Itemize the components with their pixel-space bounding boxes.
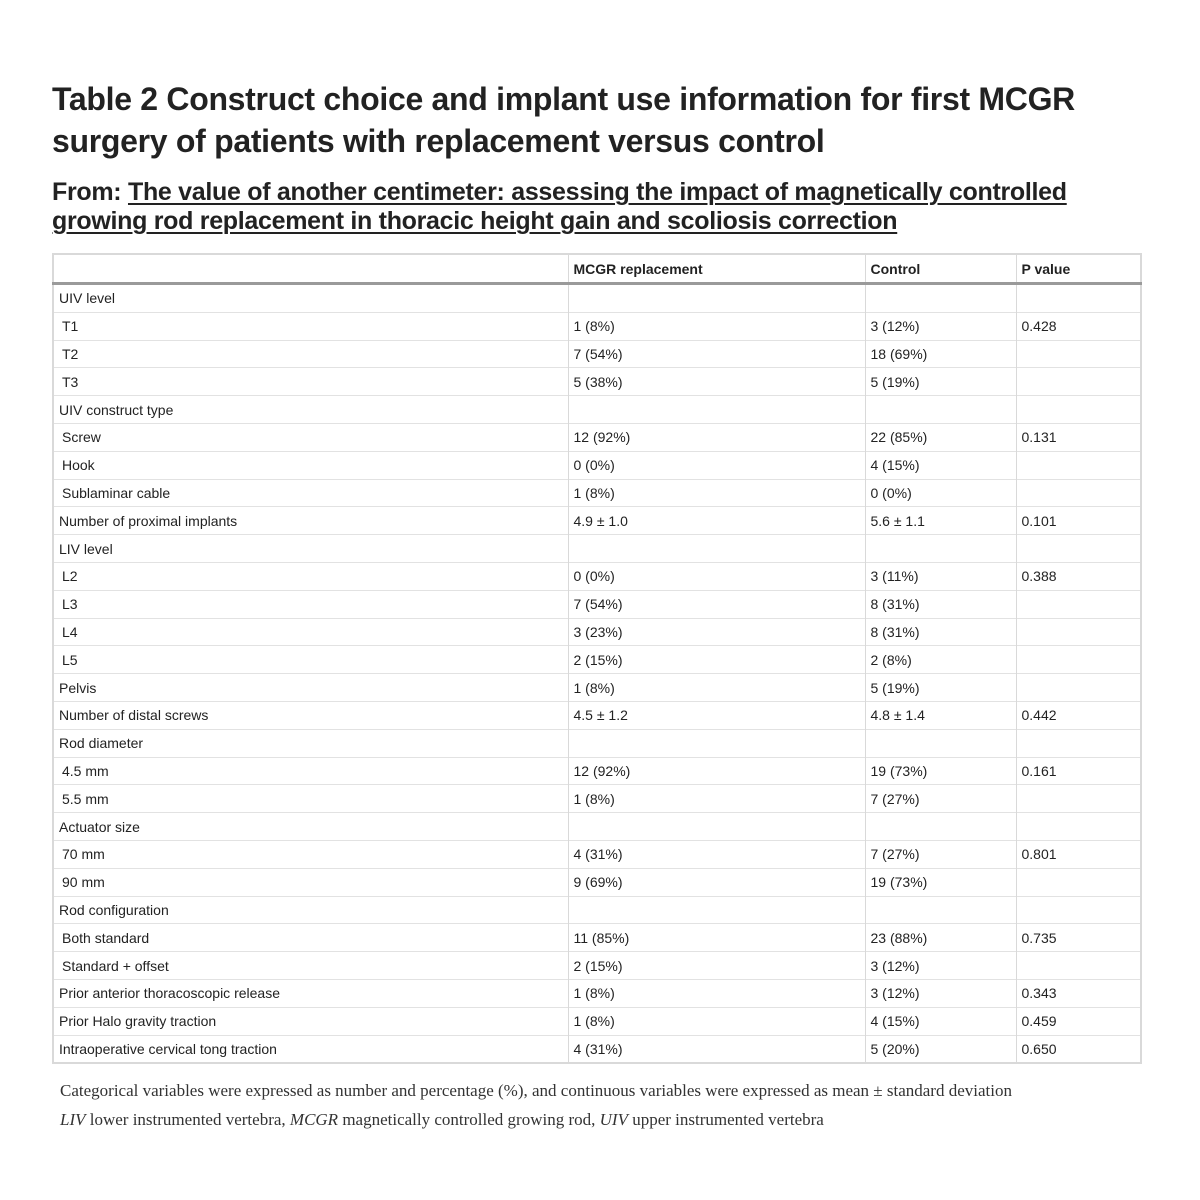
table-row	[53, 340, 1141, 368]
footnote-abbreviations	[60, 1105, 1142, 1134]
row-label: Prior Halo gravity traction	[53, 1007, 568, 1035]
p-value: 0.650	[1016, 1035, 1141, 1063]
table-row	[53, 1007, 1141, 1035]
control-value: 3 (11%)	[865, 562, 1016, 590]
table-row	[53, 423, 1141, 451]
p-value: 0.343	[1016, 979, 1141, 1007]
table-row	[53, 284, 1141, 313]
p-value	[1016, 785, 1141, 813]
table-row	[53, 368, 1141, 396]
table-body	[53, 284, 1141, 1064]
row-label: Sublaminar cable	[53, 479, 568, 507]
control-value	[865, 813, 1016, 841]
mcgr-value: 2 (15%)	[568, 646, 865, 674]
control-value	[865, 896, 1016, 924]
control-value: 0 (0%)	[865, 479, 1016, 507]
header-variable	[53, 254, 568, 284]
p-value: 0.388	[1016, 562, 1141, 590]
p-value: 0.101	[1016, 507, 1141, 535]
row-label: LIV level	[53, 535, 568, 563]
abbr-definition: lower instrumented vertebra,	[85, 1110, 290, 1130]
table-row	[53, 507, 1141, 535]
p-value	[1016, 340, 1141, 368]
table-row	[53, 535, 1141, 563]
abbr-definition: magnetically controlled growing rod,	[338, 1110, 600, 1130]
mcgr-value: 1 (8%)	[568, 979, 865, 1007]
control-value	[865, 535, 1016, 563]
control-value: 3 (12%)	[865, 312, 1016, 340]
p-value	[1016, 479, 1141, 507]
table-row	[53, 1035, 1141, 1063]
table-title: Table 2 Construct choice and implant use information for first MCGR surgery of patients with replacement versus control	[52, 81, 1075, 159]
p-value	[1016, 618, 1141, 646]
mcgr-value: 4 (31%)	[568, 1035, 865, 1063]
article-table-page	[52, 78, 1142, 1134]
footnote-variables: Categorical variables were expressed as number and percentage (%), and continuous variables were expressed as mean ± standard deviation	[60, 1081, 1012, 1101]
mcgr-value: 1 (8%)	[568, 674, 865, 702]
mcgr-value: 4.9 ± 1.0	[568, 507, 865, 535]
header-control: Control	[865, 254, 1016, 284]
control-value: 5 (19%)	[865, 368, 1016, 396]
row-label: L5	[53, 646, 568, 674]
row-label: Actuator size	[53, 813, 568, 841]
table-row	[53, 729, 1141, 757]
mcgr-value	[568, 813, 865, 841]
control-value: 3 (12%)	[865, 979, 1016, 1007]
p-value	[1016, 729, 1141, 757]
p-value: 0.428	[1016, 312, 1141, 340]
abbr-term: UIV	[599, 1110, 628, 1130]
row-label: Both standard	[53, 924, 568, 952]
abbr-definition: upper instrumented vertebra	[627, 1110, 824, 1130]
header-mcgr-replacement: MCGR replacement	[568, 254, 865, 284]
header-row	[53, 254, 1141, 284]
data-table	[52, 253, 1142, 1064]
control-value: 4 (15%)	[865, 1007, 1016, 1035]
control-value: 18 (69%)	[865, 340, 1016, 368]
p-value: 0.161	[1016, 757, 1141, 785]
mcgr-value: 0 (0%)	[568, 562, 865, 590]
mcgr-value: 11 (85%)	[568, 924, 865, 952]
control-value: 4.8 ± 1.4	[865, 701, 1016, 729]
table-row	[53, 562, 1141, 590]
p-value	[1016, 535, 1141, 563]
mcgr-value: 12 (92%)	[568, 423, 865, 451]
control-value: 5 (19%)	[865, 674, 1016, 702]
control-value: 8 (31%)	[865, 590, 1016, 618]
row-label: Standard + offset	[53, 952, 568, 980]
p-value	[1016, 674, 1141, 702]
control-value	[865, 284, 1016, 313]
p-value	[1016, 813, 1141, 841]
p-value	[1016, 451, 1141, 479]
mcgr-value: 3 (23%)	[568, 618, 865, 646]
table-row	[53, 924, 1141, 952]
mcgr-value: 5 (38%)	[568, 368, 865, 396]
p-value: 0.131	[1016, 423, 1141, 451]
mcgr-value: 2 (15%)	[568, 952, 865, 980]
table-row	[53, 813, 1141, 841]
mcgr-value: 7 (54%)	[568, 590, 865, 618]
table-row	[53, 952, 1141, 980]
row-label: L4	[53, 618, 568, 646]
mcgr-value	[568, 896, 865, 924]
row-label: T3	[53, 368, 568, 396]
table-row	[53, 701, 1141, 729]
row-label: Rod diameter	[53, 729, 568, 757]
table-row	[53, 479, 1141, 507]
table-row	[53, 674, 1141, 702]
control-value: 2 (8%)	[865, 646, 1016, 674]
row-label: Number of distal screws	[53, 701, 568, 729]
p-value	[1016, 868, 1141, 896]
control-value: 7 (27%)	[865, 840, 1016, 868]
row-label: Intraoperative cervical tong traction	[53, 1035, 568, 1063]
control-value: 23 (88%)	[865, 924, 1016, 952]
control-value	[865, 396, 1016, 424]
row-label: Hook	[53, 451, 568, 479]
mcgr-value: 4 (31%)	[568, 840, 865, 868]
table-row	[53, 312, 1141, 340]
row-label: T1	[53, 312, 568, 340]
mcgr-value: 9 (69%)	[568, 868, 865, 896]
abbr-term: MCGR	[289, 1110, 339, 1130]
mcgr-value: 12 (92%)	[568, 757, 865, 785]
p-value: 0.801	[1016, 840, 1141, 868]
row-label: Rod configuration	[53, 896, 568, 924]
p-value	[1016, 646, 1141, 674]
p-value	[1016, 284, 1141, 313]
mcgr-value	[568, 396, 865, 424]
mcgr-value	[568, 535, 865, 563]
mcgr-value	[568, 729, 865, 757]
row-label: L2	[53, 562, 568, 590]
mcgr-value	[568, 284, 865, 313]
control-value: 5 (20%)	[865, 1035, 1016, 1063]
control-value: 7 (27%)	[865, 785, 1016, 813]
mcgr-value: 1 (8%)	[568, 1007, 865, 1035]
table-row	[53, 896, 1141, 924]
p-value: 0.735	[1016, 924, 1141, 952]
table-row	[53, 785, 1141, 813]
row-label: L3	[53, 590, 568, 618]
mcgr-value: 1 (8%)	[568, 785, 865, 813]
mcgr-value: 1 (8%)	[568, 312, 865, 340]
control-value: 5.6 ± 1.1	[865, 507, 1016, 535]
table-row	[53, 618, 1141, 646]
source-line	[52, 178, 1142, 236]
table-row	[53, 979, 1141, 1007]
p-value: 0.442	[1016, 701, 1141, 729]
row-label: UIV construct type	[53, 396, 568, 424]
mcgr-value: 7 (54%)	[568, 340, 865, 368]
table-row	[53, 590, 1141, 618]
mcgr-value: 4.5 ± 1.2	[568, 701, 865, 729]
control-value	[865, 729, 1016, 757]
table-row	[53, 868, 1141, 896]
row-label: Number of proximal implants	[53, 507, 568, 535]
abbr-term: LIV	[60, 1110, 86, 1130]
source-article-link[interactable]: The value of another centimeter: assessing the impact of magnetically controlled growing rod replacement in thoracic height gain and scoliosis correction	[52, 178, 1067, 235]
mcgr-value: 0 (0%)	[568, 451, 865, 479]
p-value	[1016, 952, 1141, 980]
table-row	[53, 451, 1141, 479]
row-label: Prior anterior thoracoscopic release	[53, 979, 568, 1007]
from-label: From:	[52, 178, 122, 206]
row-label: T2	[53, 340, 568, 368]
control-value: 22 (85%)	[865, 423, 1016, 451]
row-label: 90 mm	[53, 868, 568, 896]
control-value: 8 (31%)	[865, 618, 1016, 646]
p-value	[1016, 590, 1141, 618]
row-label: UIV level	[53, 284, 568, 313]
row-label: 5.5 mm	[53, 785, 568, 813]
table-row	[53, 396, 1141, 424]
p-value	[1016, 396, 1141, 424]
mcgr-value: 1 (8%)	[568, 479, 865, 507]
table-row	[53, 646, 1141, 674]
row-label: 4.5 mm	[53, 757, 568, 785]
table-row	[53, 840, 1141, 868]
row-label: Pelvis	[53, 674, 568, 702]
control-value: 19 (73%)	[865, 757, 1016, 785]
p-value	[1016, 896, 1141, 924]
control-value: 3 (12%)	[865, 952, 1016, 980]
p-value	[1016, 368, 1141, 396]
table-footnotes	[52, 1076, 1142, 1134]
table-row	[53, 757, 1141, 785]
row-label: 70 mm	[53, 840, 568, 868]
header-p-value: P value	[1016, 254, 1141, 284]
control-value: 4 (15%)	[865, 451, 1016, 479]
p-value: 0.459	[1016, 1007, 1141, 1035]
row-label: Screw	[53, 423, 568, 451]
control-value: 19 (73%)	[865, 868, 1016, 896]
